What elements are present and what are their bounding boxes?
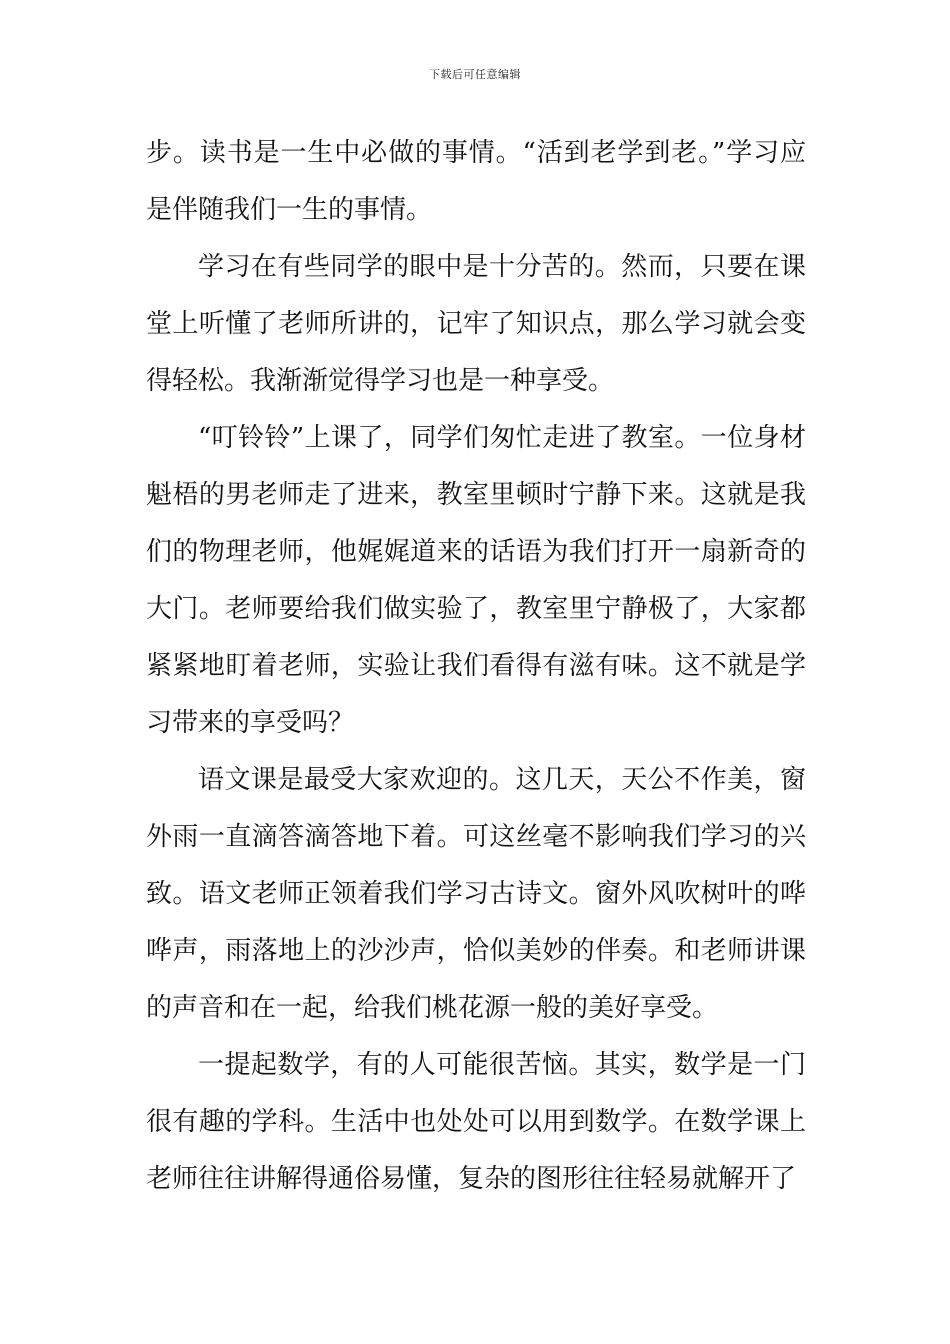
paragraph-2: 学习在有些同学的眼中是十分苦的。然而，只要在课堂上听懂了老师所讲的，记牢了知识点，那么学习就会变得轻松。我渐渐觉得学习也是一种享受。: [146, 252, 806, 396]
paragraph-1: 步。读书是一生中必做的事情。“活到老学到老。”学习应是伴随我们一生的事情。: [146, 138, 806, 225]
paragraph-3: “叮铃铃”上课了，同学们匆忙走进了教室。一位身材魁梧的男老师走了进来，教室里顿时宁静下来。这就是我们的物理老师，他娓娓道来的话语为我们打开一扇新奇的大门。老师要给我们做实验了，教室里宁静极了，大家都紧紧地盯着老师，实验让我们看得有滋有味。这不就是学习带来的享受吗？: [146, 423, 806, 738]
paragraph-4: 语文课是最受大家欢迎的。这几天，天公不作美，窗外雨一直滴答滴答地下着。可这丝毫不影响我们学习的兴致。语文老师正领着我们学习古诗文。窗外风吹树叶的哗哗声，雨落地上的沙沙声，恰似美妙的伴奏。和老师讲课的声音和在一起，给我们桃花源一般的美好享受。: [146, 765, 806, 1023]
paragraph-5: 一提起数学，有的人可能很苦恼。其实，数学是一门很有趣的学科。生活中也处处可以用到数学。在数学课上老师往往讲解得通俗易懂，复杂的图形往往轻易就解开了: [146, 1050, 806, 1194]
page-header: 下载后可任意编辑: [429, 68, 521, 81]
document-body: [146, 125, 806, 1208]
